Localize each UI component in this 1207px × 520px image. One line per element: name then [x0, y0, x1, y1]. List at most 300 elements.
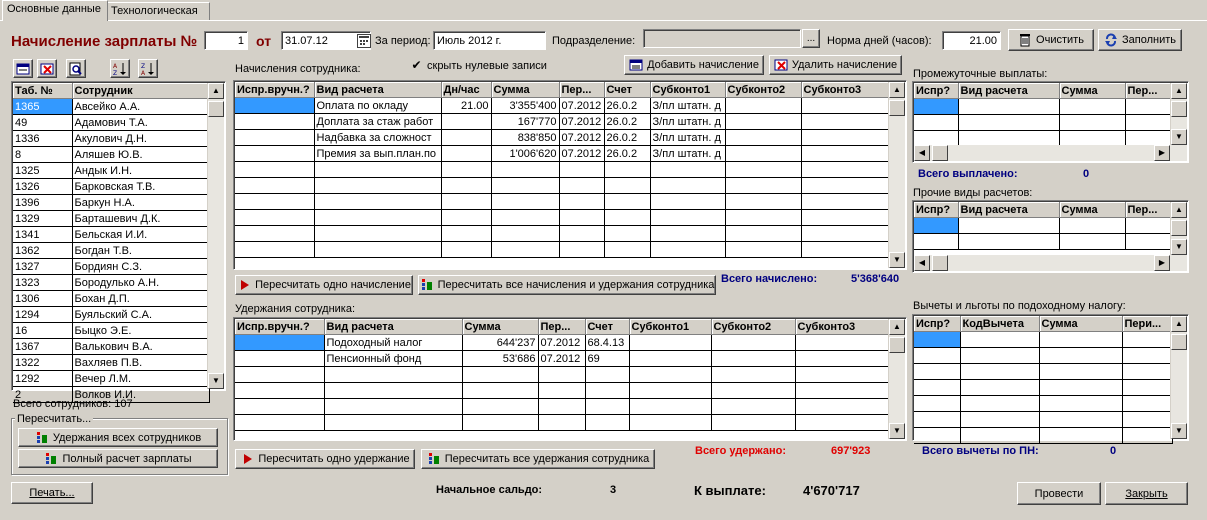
other-col-0[interactable]: Испр?	[914, 202, 958, 218]
interim-cell[interactable]	[914, 99, 958, 115]
deduction-cell[interactable]	[629, 367, 711, 383]
accrual-row[interactable]	[235, 178, 890, 194]
employee-row[interactable]	[13, 323, 209, 339]
tax-deduction-cell[interactable]	[960, 348, 1039, 364]
employee-name[interactable]: Буяльский С.А.	[72, 307, 209, 323]
deduction-row[interactable]	[235, 367, 890, 383]
accrual-cell[interactable]	[235, 194, 314, 210]
accrual-cell[interactable]: 3'355'400	[491, 98, 559, 114]
tax-deduction-cell[interactable]	[914, 348, 960, 364]
tax-deduction-cell[interactable]	[1039, 364, 1122, 380]
scroll-right-icon[interactable]: ▶	[1154, 145, 1170, 161]
accrual-cell[interactable]	[559, 194, 604, 210]
employee-name[interactable]: Барташевич Д.К.	[72, 211, 209, 227]
accrual-cell[interactable]	[314, 226, 441, 242]
scroll-right-icon[interactable]: ▶	[1154, 255, 1170, 271]
tax-deduction-row[interactable]	[914, 348, 1172, 364]
tab-main-data[interactable]	[2, 0, 108, 21]
col-tab-number[interactable]: Таб. №	[13, 83, 72, 99]
accrual-cell[interactable]: З/пл штатн. д	[650, 130, 725, 146]
accrual-row[interactable]	[235, 226, 890, 242]
employee-tab-number[interactable]: 1336	[13, 131, 72, 147]
accrual-cell[interactable]	[559, 178, 604, 194]
employee-name[interactable]: Акулович Д.Н.	[72, 131, 209, 147]
tax-deduction-row[interactable]	[914, 332, 1172, 348]
accrual-cell[interactable]	[801, 162, 890, 178]
employee-tab-number[interactable]: 1294	[13, 307, 72, 323]
accrual-cell[interactable]	[604, 210, 650, 226]
recalc-all-accruals-button[interactable]	[418, 275, 716, 295]
deductions-col-4[interactable]: Счет	[585, 319, 629, 335]
employee-name[interactable]: Вечер Л.М.	[72, 371, 209, 387]
interim-cell[interactable]	[1125, 99, 1172, 115]
accrual-cell[interactable]	[650, 242, 725, 258]
accrual-cell[interactable]	[801, 210, 890, 226]
accrual-cell[interactable]	[604, 226, 650, 242]
interim-col-0[interactable]: Испр?	[914, 83, 958, 99]
accrual-cell[interactable]	[725, 242, 801, 258]
employee-tab-number[interactable]: 1367	[13, 339, 72, 355]
scroll-up-icon[interactable]: ▲	[1171, 316, 1187, 332]
accrual-cell[interactable]	[801, 146, 890, 162]
employee-name[interactable]: Авсейко А.А.	[72, 99, 209, 115]
deduction-cell[interactable]	[585, 367, 629, 383]
accrual-cell[interactable]	[650, 226, 725, 242]
delete-accrual-button[interactable]	[769, 55, 902, 75]
post-button[interactable]	[1017, 482, 1101, 505]
interim-cell[interactable]	[958, 99, 1059, 115]
deductions-col-2[interactable]: Сумма	[462, 319, 538, 335]
employee-tab-number[interactable]: 2	[13, 387, 72, 403]
other-col-2[interactable]: Сумма	[1059, 202, 1125, 218]
tax-deduction-cell[interactable]	[960, 364, 1039, 380]
add-accrual-button[interactable]	[624, 55, 764, 75]
accrual-cell[interactable]	[441, 210, 491, 226]
deduction-cell[interactable]	[711, 335, 795, 351]
interim-cell[interactable]	[914, 115, 958, 131]
tax-deduction-cell[interactable]	[1122, 348, 1172, 364]
employee-grid[interactable]	[11, 81, 226, 401]
employee-row[interactable]	[13, 371, 209, 387]
accrual-cell[interactable]	[559, 242, 604, 258]
employee-tab-number[interactable]: 1329	[13, 211, 72, 227]
deduction-cell[interactable]	[585, 383, 629, 399]
other-row[interactable]	[914, 234, 1172, 250]
scroll-thumb[interactable]	[1171, 101, 1187, 117]
accrual-cell[interactable]: 167'770	[491, 114, 559, 130]
tax-deduction-cell[interactable]	[914, 380, 960, 396]
calendar-icon[interactable]	[357, 34, 371, 48]
employee-row[interactable]	[13, 275, 209, 291]
other-col-1[interactable]: Вид расчета	[958, 202, 1059, 218]
accruals-col-3[interactable]: Сумма	[491, 82, 559, 98]
deduction-cell[interactable]	[795, 351, 890, 367]
hide-zero-checkbox[interactable]: ✔	[411, 58, 422, 72]
accrual-cell[interactable]	[725, 98, 801, 114]
deduction-cell[interactable]: 07.2012	[538, 351, 585, 367]
scroll-left-icon[interactable]: ◀	[914, 145, 930, 161]
accruals-col-4[interactable]: Пер...	[559, 82, 604, 98]
tax-deduction-cell[interactable]	[1039, 332, 1122, 348]
accrual-cell[interactable]: 26.0.2	[604, 114, 650, 130]
other-grid-vscrollbar[interactable]	[1170, 202, 1187, 255]
interim-cell[interactable]	[1059, 115, 1125, 131]
deductions-grid[interactable]	[233, 317, 907, 441]
department-browse-button[interactable]	[802, 29, 820, 48]
deduction-cell[interactable]: Подоходный налог	[324, 335, 462, 351]
edit-record-button[interactable]	[13, 59, 33, 78]
tax-deduction-cell[interactable]	[1122, 332, 1172, 348]
accrual-cell[interactable]	[235, 242, 314, 258]
deduction-cell[interactable]	[538, 399, 585, 415]
accrual-cell[interactable]: З/пл штатн. д	[650, 146, 725, 162]
accruals-grid-scrollbar[interactable]	[888, 82, 905, 268]
deduction-cell[interactable]	[711, 415, 795, 431]
accrual-cell[interactable]	[725, 194, 801, 210]
employee-row[interactable]	[13, 99, 209, 115]
accrual-cell[interactable]: Надбавка за сложност	[314, 130, 441, 146]
employee-tab-number[interactable]: 1327	[13, 259, 72, 275]
fill-button[interactable]	[1098, 29, 1182, 51]
scroll-up-icon[interactable]: ▲	[208, 83, 224, 99]
scroll-down-icon[interactable]: ▼	[1171, 129, 1187, 145]
sort-desc-button[interactable]	[138, 59, 158, 78]
accrual-cell[interactable]	[235, 114, 314, 130]
scroll-thumb[interactable]	[889, 337, 905, 353]
tax-deduction-cell[interactable]	[960, 380, 1039, 396]
delete-record-button[interactable]	[37, 59, 57, 78]
accrual-cell[interactable]	[559, 162, 604, 178]
accrual-cell[interactable]	[801, 114, 890, 130]
tax-deduction-cell[interactable]	[960, 412, 1039, 428]
employee-row[interactable]	[13, 115, 209, 131]
accrual-cell[interactable]	[604, 178, 650, 194]
accrual-cell[interactable]: З/пл штатн. д	[650, 114, 725, 130]
employee-row[interactable]	[13, 163, 209, 179]
accrual-cell[interactable]	[314, 162, 441, 178]
accrual-cell[interactable]	[801, 98, 890, 114]
employee-name[interactable]: Адамович Т.А.	[72, 115, 209, 131]
accrual-row[interactable]	[235, 98, 890, 114]
accrual-cell[interactable]	[650, 194, 725, 210]
other-cell[interactable]	[958, 218, 1059, 234]
employee-row[interactable]	[13, 307, 209, 323]
tax-deduction-row[interactable]	[914, 428, 1172, 444]
accrual-row[interactable]	[235, 194, 890, 210]
employee-name[interactable]: Вахляев П.В.	[72, 355, 209, 371]
deduction-row[interactable]	[235, 335, 890, 351]
accrual-cell[interactable]	[441, 226, 491, 242]
accrual-cell[interactable]	[725, 178, 801, 194]
interim-cell[interactable]	[958, 115, 1059, 131]
accruals-col-5[interactable]: Счет	[604, 82, 650, 98]
deduction-cell[interactable]	[235, 415, 324, 431]
deduction-cell[interactable]	[629, 335, 711, 351]
employee-name[interactable]: Аляшев Ю.В.	[72, 147, 209, 163]
accrual-row[interactable]	[235, 114, 890, 130]
deduction-cell[interactable]	[585, 399, 629, 415]
scroll-thumb[interactable]	[1171, 220, 1187, 236]
employee-name[interactable]: Валькович В.А.	[72, 339, 209, 355]
deduction-cell[interactable]	[585, 415, 629, 431]
deduction-cell[interactable]	[629, 415, 711, 431]
accrual-cell[interactable]	[491, 242, 559, 258]
accrual-cell[interactable]	[441, 194, 491, 210]
tax-deduction-cell[interactable]	[1039, 428, 1122, 444]
tax-deduction-cell[interactable]	[1039, 412, 1122, 428]
tax-deduction-row[interactable]	[914, 412, 1172, 428]
accrual-cell[interactable]: 07.2012	[559, 114, 604, 130]
scroll-left-icon[interactable]: ◀	[914, 255, 930, 271]
accrual-cell[interactable]	[650, 162, 725, 178]
other-cell[interactable]	[914, 234, 958, 250]
deduction-cell[interactable]	[795, 399, 890, 415]
accrual-cell[interactable]	[725, 130, 801, 146]
employee-row[interactable]	[13, 179, 209, 195]
other-col-3[interactable]: Пер...	[1125, 202, 1172, 218]
accruals-col-7[interactable]: Субконто2	[725, 82, 801, 98]
interim-grid[interactable]	[912, 81, 1189, 163]
employee-row[interactable]	[13, 131, 209, 147]
accrual-cell[interactable]	[314, 194, 441, 210]
tax-deduction-cell[interactable]	[960, 396, 1039, 412]
accrual-cell[interactable]	[235, 162, 314, 178]
tax-deduction-cell[interactable]	[914, 412, 960, 428]
scroll-thumb[interactable]	[932, 145, 948, 161]
deduction-cell[interactable]	[711, 351, 795, 367]
employee-name[interactable]: Бородулько А.Н.	[72, 275, 209, 291]
tax-deduction-row[interactable]	[914, 364, 1172, 380]
doc-number-field[interactable]: 1	[204, 31, 248, 50]
interim-grid-hscrollbar[interactable]	[914, 145, 1187, 161]
tax-deduction-cell[interactable]	[914, 364, 960, 380]
accruals-col-2[interactable]: Дн/час	[441, 82, 491, 98]
employee-row[interactable]	[13, 291, 209, 307]
employee-name[interactable]: Волков И.И.	[72, 387, 209, 403]
employee-name[interactable]: Бельская И.И.	[72, 227, 209, 243]
deduction-cell[interactable]	[795, 367, 890, 383]
employee-tab-number[interactable]: 1323	[13, 275, 72, 291]
accruals-col-1[interactable]: Вид расчета	[314, 82, 441, 98]
tax-deduction-cell[interactable]	[1122, 364, 1172, 380]
accrual-cell[interactable]	[725, 146, 801, 162]
period-field[interactable]: Июль 2012 г.	[433, 31, 546, 50]
employee-row[interactable]	[13, 355, 209, 371]
deduction-cell[interactable]: Пенсионный фонд	[324, 351, 462, 367]
deduction-cell[interactable]	[629, 351, 711, 367]
accrual-cell[interactable]: 838'850	[491, 130, 559, 146]
deduction-cell[interactable]: 07.2012	[538, 335, 585, 351]
tax-deduction-row[interactable]	[914, 396, 1172, 412]
accrual-cell[interactable]: 07.2012	[559, 98, 604, 114]
deduction-cell[interactable]	[462, 367, 538, 383]
employee-name[interactable]: Бордиян С.З.	[72, 259, 209, 275]
scroll-down-icon[interactable]: ▼	[889, 423, 905, 439]
employee-name[interactable]: Барковская Т.В.	[72, 179, 209, 195]
employee-row[interactable]	[13, 243, 209, 259]
scroll-thumb[interactable]	[889, 100, 905, 116]
accrual-cell[interactable]: 1'006'620	[491, 146, 559, 162]
deduction-cell[interactable]	[462, 383, 538, 399]
employee-tab-number[interactable]: 1362	[13, 243, 72, 259]
deductions-col-0[interactable]: Испр.вручн.?	[235, 319, 324, 335]
deduction-cell[interactable]	[629, 399, 711, 415]
accrual-cell[interactable]	[801, 194, 890, 210]
deductions-col-5[interactable]: Субконто1	[629, 319, 711, 335]
tax-col-2[interactable]: Сумма	[1039, 316, 1122, 332]
deduction-cell[interactable]	[235, 383, 324, 399]
deductions-col-3[interactable]: Пер...	[538, 319, 585, 335]
accrual-cell[interactable]	[801, 130, 890, 146]
accrual-cell[interactable]	[604, 242, 650, 258]
recalc-one-accrual-button[interactable]	[235, 275, 413, 295]
scroll-up-icon[interactable]: ▲	[889, 82, 905, 98]
deduction-cell[interactable]	[324, 415, 462, 431]
sort-asc-button[interactable]	[110, 59, 130, 78]
tax-deduction-row[interactable]	[914, 380, 1172, 396]
interim-cell[interactable]	[1059, 99, 1125, 115]
scroll-up-icon[interactable]: ▲	[1171, 83, 1187, 99]
deduction-cell[interactable]	[324, 383, 462, 399]
tab-technological[interactable]	[106, 2, 210, 20]
accrual-cell[interactable]: Доплата за стаж работ	[314, 114, 441, 130]
deduction-cell[interactable]	[711, 399, 795, 415]
deduction-cell[interactable]	[235, 351, 324, 367]
clear-button[interactable]	[1008, 29, 1094, 51]
other-cell[interactable]	[914, 218, 958, 234]
employee-row[interactable]	[13, 339, 209, 355]
deductions-col-6[interactable]: Субконто2	[711, 319, 795, 335]
employee-tab-number[interactable]: 1326	[13, 179, 72, 195]
deductions-col-1[interactable]: Вид расчета	[324, 319, 462, 335]
full-calc-button[interactable]	[18, 449, 218, 468]
accruals-col-0[interactable]: Испр.вручн.?	[235, 82, 314, 98]
deduction-cell[interactable]	[235, 399, 324, 415]
accrual-cell[interactable]: 07.2012	[559, 146, 604, 162]
interim-row[interactable]	[914, 99, 1172, 115]
deduction-cell[interactable]: 68.4.13	[585, 335, 629, 351]
employee-tab-number[interactable]: 1325	[13, 163, 72, 179]
department-field[interactable]	[643, 29, 801, 48]
tax-deduction-cell[interactable]	[960, 332, 1039, 348]
accrual-cell[interactable]	[441, 162, 491, 178]
employee-grid-scrollbar[interactable]	[207, 83, 224, 389]
deduction-cell[interactable]	[795, 335, 890, 351]
deductions-col-7[interactable]: Субконто3	[795, 319, 890, 335]
tax-deduction-cell[interactable]	[960, 428, 1039, 444]
scroll-down-icon[interactable]: ▼	[1171, 239, 1187, 255]
scroll-up-icon[interactable]: ▲	[889, 319, 905, 335]
interim-col-2[interactable]: Сумма	[1059, 83, 1125, 99]
employee-tab-number[interactable]: 1341	[13, 227, 72, 243]
deduction-cell[interactable]	[538, 415, 585, 431]
other-cell[interactable]	[1059, 234, 1125, 250]
interim-col-3[interactable]: Пер...	[1125, 83, 1172, 99]
other-cell[interactable]	[958, 234, 1059, 250]
accrual-cell[interactable]: 07.2012	[559, 130, 604, 146]
close-button[interactable]	[1105, 482, 1188, 505]
accrual-cell[interactable]: Премия за вып.план.по	[314, 146, 441, 162]
deductions-grid-scrollbar[interactable]	[888, 319, 905, 439]
accrual-cell[interactable]	[441, 146, 491, 162]
tax-deductions-grid-scrollbar[interactable]	[1170, 316, 1187, 439]
accrual-cell[interactable]: 26.0.2	[604, 98, 650, 114]
col-employee[interactable]: Сотрудник	[72, 83, 209, 99]
accrual-cell[interactable]	[725, 226, 801, 242]
accrual-cell[interactable]	[801, 226, 890, 242]
deduction-cell[interactable]	[324, 399, 462, 415]
deduction-cell[interactable]: 69	[585, 351, 629, 367]
interim-grid-vscrollbar[interactable]	[1170, 83, 1187, 145]
deduction-row[interactable]	[235, 351, 890, 367]
accrual-cell[interactable]: Оплата по окладу	[314, 98, 441, 114]
deduction-row[interactable]	[235, 383, 890, 399]
accrual-cell[interactable]	[314, 242, 441, 258]
other-cell[interactable]	[1125, 234, 1172, 250]
deduction-cell[interactable]	[235, 367, 324, 383]
accrual-cell[interactable]	[725, 210, 801, 226]
deduction-cell[interactable]	[538, 367, 585, 383]
accrual-cell[interactable]	[604, 194, 650, 210]
accrual-cell[interactable]	[801, 242, 890, 258]
accrual-cell[interactable]	[235, 226, 314, 242]
scroll-thumb[interactable]	[1171, 334, 1187, 350]
interim-col-1[interactable]: Вид расчета	[958, 83, 1059, 99]
tax-deduction-cell[interactable]	[914, 332, 960, 348]
accruals-col-8[interactable]: Субконто3	[801, 82, 890, 98]
accrual-cell[interactable]	[491, 226, 559, 242]
accrual-cell[interactable]	[235, 98, 314, 114]
accrual-cell[interactable]	[314, 210, 441, 226]
tax-deduction-cell[interactable]	[1039, 396, 1122, 412]
employee-name[interactable]: Баркун Н.А.	[72, 195, 209, 211]
tax-col-0[interactable]: Испр?	[914, 316, 960, 332]
accrual-cell[interactable]	[491, 194, 559, 210]
employee-tab-number[interactable]: 16	[13, 323, 72, 339]
other-row[interactable]	[914, 218, 1172, 234]
other-cell[interactable]	[1125, 218, 1172, 234]
tax-deductions-grid[interactable]	[912, 314, 1189, 441]
deduction-cell[interactable]	[324, 367, 462, 383]
employee-name[interactable]: Быцко Э.Е.	[72, 323, 209, 339]
employee-row[interactable]	[13, 227, 209, 243]
tax-deduction-cell[interactable]	[1039, 380, 1122, 396]
tax-deduction-cell[interactable]	[914, 396, 960, 412]
accrual-cell[interactable]	[235, 210, 314, 226]
employee-tab-number[interactable]: 1292	[13, 371, 72, 387]
accrual-cell[interactable]	[491, 210, 559, 226]
accrual-row[interactable]	[235, 162, 890, 178]
scroll-thumb[interactable]	[932, 255, 948, 271]
accrual-cell[interactable]	[441, 114, 491, 130]
other-grid[interactable]	[912, 200, 1189, 273]
recalc-one-deduction-button[interactable]	[235, 449, 415, 469]
deduction-cell[interactable]	[795, 415, 890, 431]
employee-tab-number[interactable]: 1396	[13, 195, 72, 211]
tax-deduction-cell[interactable]	[1122, 380, 1172, 396]
employee-tab-number[interactable]: 8	[13, 147, 72, 163]
scroll-down-icon[interactable]: ▼	[1171, 423, 1187, 439]
print-button[interactable]	[11, 482, 93, 504]
accrual-cell[interactable]	[235, 178, 314, 194]
accrual-cell[interactable]	[725, 114, 801, 130]
employee-tab-number[interactable]: 1306	[13, 291, 72, 307]
accrual-cell[interactable]	[559, 210, 604, 226]
employee-tab-number[interactable]: 1365	[13, 99, 72, 115]
accrual-row[interactable]	[235, 146, 890, 162]
deduction-row[interactable]	[235, 399, 890, 415]
accruals-grid[interactable]	[233, 80, 907, 270]
